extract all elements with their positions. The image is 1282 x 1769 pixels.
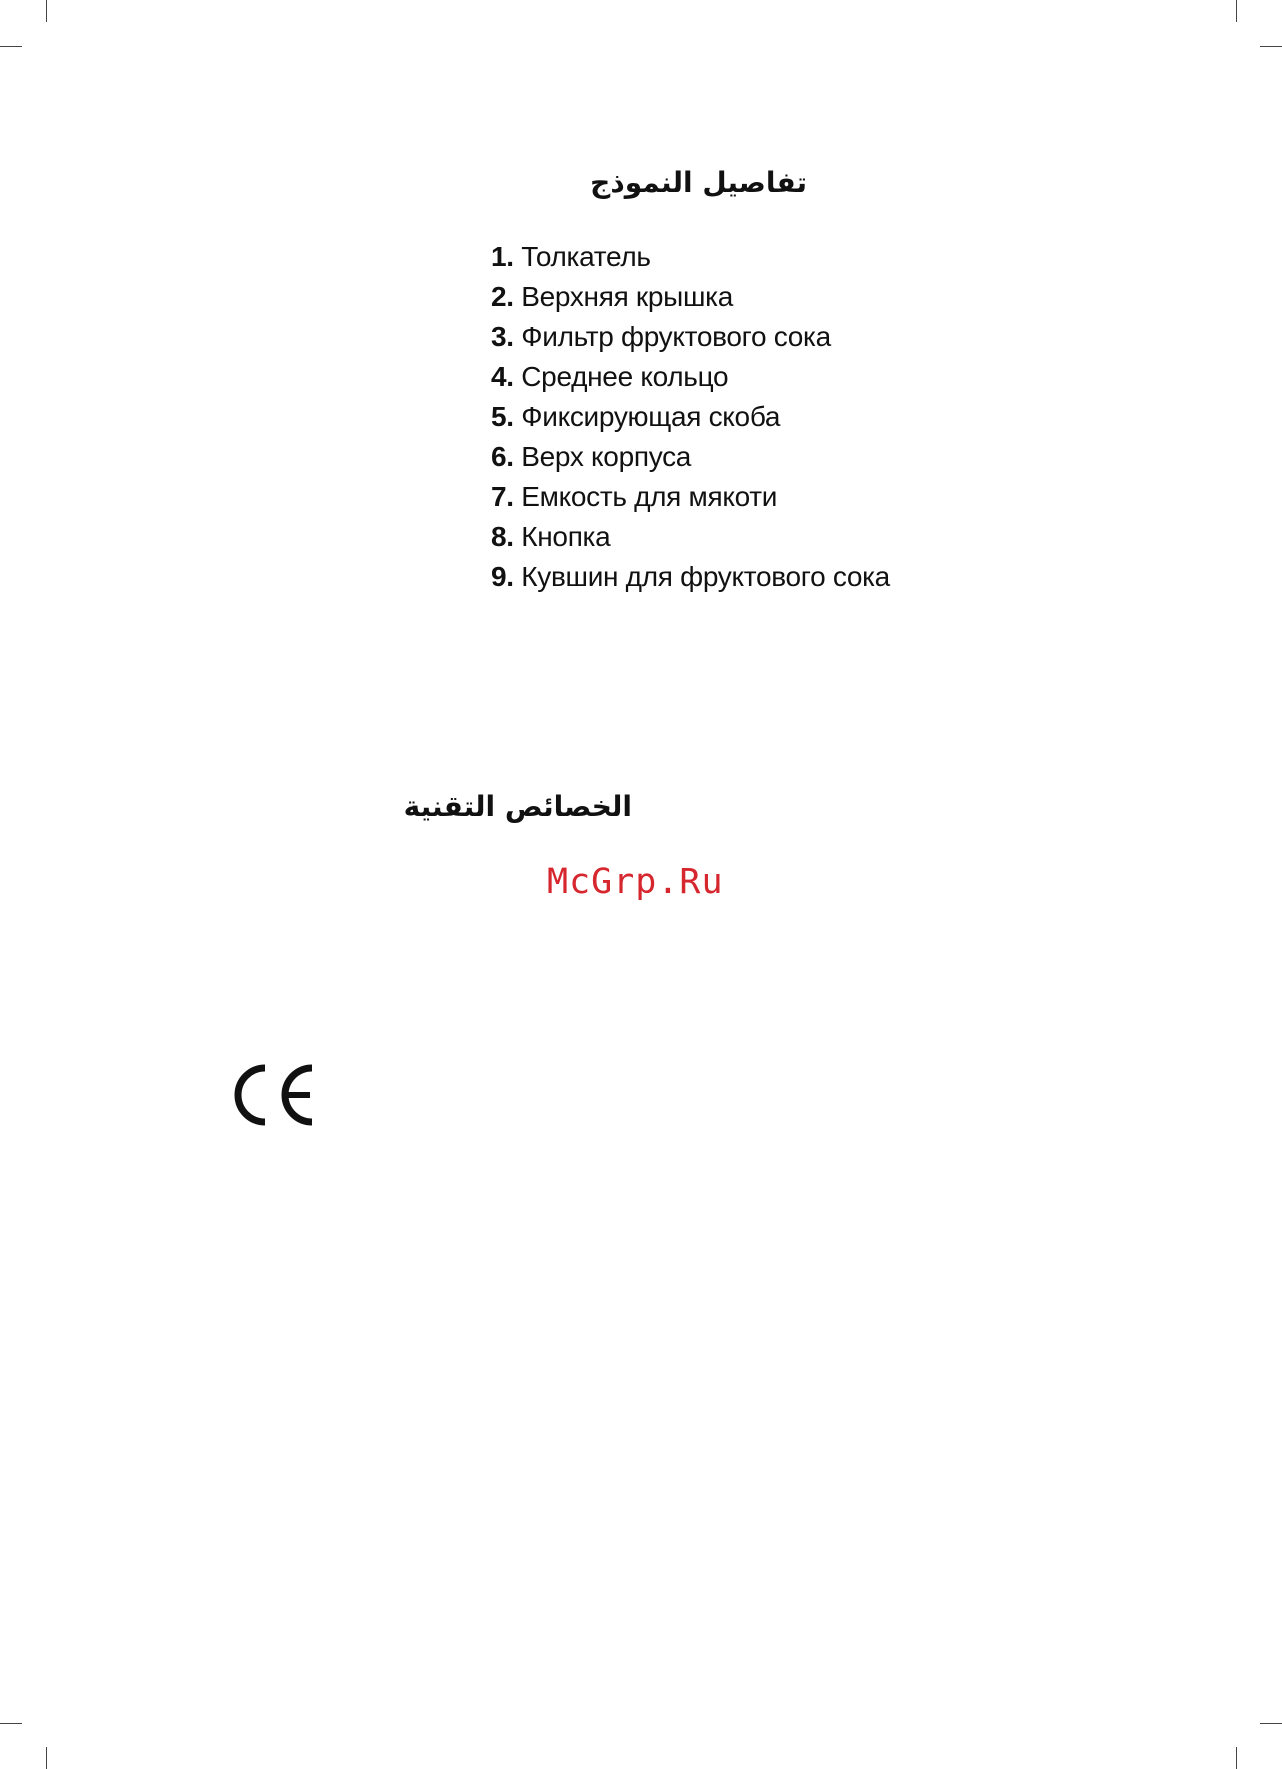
item-number: 7. [491, 481, 514, 512]
model-details-heading: تفاصيل النموذج [590, 166, 807, 199]
list-item [491, 357, 890, 397]
item-number: 2. [491, 281, 514, 312]
crop-mark-bottom-right-vertical [1236, 1747, 1237, 1769]
list-item [491, 397, 890, 437]
item-label: Толкатель [521, 241, 651, 272]
list-item [491, 317, 890, 357]
crop-mark-bottom-left-vertical [46, 1747, 47, 1769]
item-number: 8. [491, 521, 514, 552]
ce-mark-icon [234, 1064, 318, 1126]
item-label: Верхняя крышка [521, 281, 733, 312]
parts-list [491, 237, 890, 597]
list-item [491, 437, 890, 477]
item-number: 3. [491, 321, 514, 352]
crop-mark-top-right-horizontal [1260, 46, 1282, 47]
list-item [491, 557, 890, 597]
item-number: 9. [491, 561, 514, 592]
item-label: Фиксирующая скоба [521, 401, 781, 432]
crop-mark-top-left-vertical [46, 0, 47, 22]
item-label: Верх корпуса [521, 441, 692, 472]
list-item [491, 517, 890, 557]
item-label: Среднее кольцо [521, 361, 729, 392]
list-item [491, 277, 890, 317]
crop-mark-top-left-horizontal [0, 46, 22, 47]
item-number: 1. [491, 241, 514, 272]
crop-mark-bottom-right-horizontal [1260, 1723, 1282, 1724]
item-label: Фильтр фруктового сока [521, 321, 831, 352]
list-item [491, 237, 890, 277]
item-number: 5. [491, 401, 514, 432]
item-label: Кнопка [521, 521, 611, 552]
item-label: Кувшин для фруктового сока [521, 561, 890, 592]
crop-mark-top-right-vertical [1236, 0, 1237, 22]
item-number: 6. [491, 441, 514, 472]
list-item [491, 477, 890, 517]
crop-mark-bottom-left-horizontal [0, 1723, 22, 1724]
item-number: 4. [491, 361, 514, 392]
watermark-text: McGrp.Ru [547, 862, 724, 902]
technical-specs-heading: الخصائص التقنية [403, 790, 632, 823]
item-label: Емкость для мякоти [521, 481, 778, 512]
